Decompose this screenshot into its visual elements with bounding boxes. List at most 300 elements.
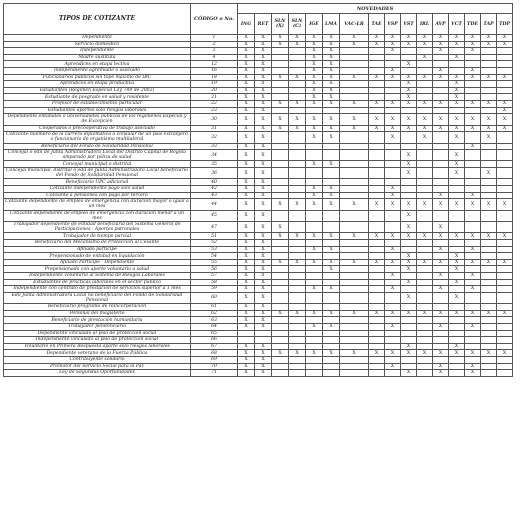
- novedad-mark-cell: X: [465, 114, 481, 125]
- novedad-mark-cell: [340, 317, 369, 324]
- novedad-mark-cell: [465, 61, 481, 68]
- novedad-mark-cell: X: [449, 279, 465, 286]
- cotizante-code-cell: 53: [191, 246, 238, 253]
- novedad-mark-cell: X: [238, 350, 255, 357]
- novedad-mark-cell: X: [401, 279, 417, 286]
- novedad-mark-cell: [465, 304, 481, 311]
- cotizante-code-cell: 58: [191, 279, 238, 286]
- novedad-mark-cell: [369, 61, 385, 68]
- novedad-mark-cell: X: [401, 233, 417, 240]
- novedad-mark-cell: X: [449, 233, 465, 240]
- novedad-mark-cell: [433, 54, 449, 61]
- novedad-mark-cell: X: [401, 74, 417, 81]
- table-row: [4, 192, 513, 199]
- novedad-mark-cell: X: [289, 114, 306, 125]
- novedad-mark-cell: X: [385, 259, 401, 266]
- table-row: [4, 363, 513, 370]
- novedad-mark-cell: X: [306, 259, 323, 266]
- novedad-mark-cell: [465, 186, 481, 193]
- novedad-mark-cell: [340, 356, 369, 363]
- novedad-mark-cell: [481, 246, 497, 253]
- novedad-mark-cell: X: [369, 41, 385, 48]
- novedad-mark-cell: X: [340, 114, 369, 125]
- novedad-mark-cell: [497, 363, 513, 370]
- novedad-mark-cell: [497, 87, 513, 94]
- table-row: [4, 272, 513, 279]
- novedad-mark-cell: [417, 143, 433, 150]
- novedad-mark-cell: [340, 61, 369, 68]
- header-novedad-col: TDP: [497, 14, 513, 35]
- header-novedad-col: VSP: [385, 14, 401, 35]
- novedad-mark-cell: [272, 363, 289, 370]
- table-row: [4, 210, 513, 221]
- novedad-mark-cell: X: [238, 168, 255, 179]
- novedad-mark-cell: [417, 370, 433, 377]
- cotizante-code-cell: 63: [191, 317, 238, 324]
- novedad-mark-cell: [385, 370, 401, 377]
- novedad-mark-cell: [323, 222, 340, 233]
- novedad-mark-cell: [272, 192, 289, 199]
- novedad-mark-cell: X: [385, 114, 401, 125]
- novedad-mark-cell: [369, 343, 385, 350]
- novedad-mark-cell: [340, 87, 369, 94]
- novedad-mark-cell: X: [238, 35, 255, 42]
- novedad-mark-cell: [449, 210, 465, 221]
- novedad-mark-cell: [340, 168, 369, 179]
- novedad-mark-cell: [306, 337, 323, 344]
- novedad-mark-cell: X: [238, 279, 255, 286]
- novedad-mark-cell: X: [272, 35, 289, 42]
- novedad-mark-cell: [369, 356, 385, 363]
- novedad-mark-cell: [323, 330, 340, 337]
- novedad-mark-cell: [497, 317, 513, 324]
- novedad-mark-cell: X: [255, 150, 272, 161]
- novedad-mark-cell: [417, 240, 433, 247]
- novedad-mark-cell: [272, 266, 289, 273]
- novedad-mark-cell: [369, 150, 385, 161]
- novedad-mark-cell: [417, 323, 433, 330]
- table-row: [4, 310, 513, 317]
- novedad-mark-cell: [497, 143, 513, 150]
- cotizante-code-cell: 60: [191, 292, 238, 303]
- novedad-mark-cell: X: [255, 132, 272, 143]
- table-row: [4, 67, 513, 74]
- novedad-mark-cell: X: [433, 41, 449, 48]
- cotizante-code-cell: 44: [191, 199, 238, 210]
- novedad-mark-cell: X: [340, 74, 369, 81]
- novedad-mark-cell: X: [433, 114, 449, 125]
- novedad-mark-cell: X: [433, 350, 449, 357]
- table-row: [4, 186, 513, 193]
- novedad-mark-cell: [433, 107, 449, 114]
- novedad-mark-cell: X: [238, 199, 255, 210]
- novedad-mark-cell: X: [306, 41, 323, 48]
- novedad-mark-cell: [272, 61, 289, 68]
- novedad-mark-cell: [497, 61, 513, 68]
- novedad-mark-cell: [289, 272, 306, 279]
- table-row: [4, 222, 513, 233]
- cotizante-type-cell: Independiente vinculado al piso de protección social: [4, 337, 191, 344]
- novedad-mark-cell: X: [417, 132, 433, 143]
- table-row: [4, 114, 513, 125]
- cotizante-code-cell: 2: [191, 41, 238, 48]
- table-row: [4, 132, 513, 143]
- cotizante-code-cell: 70: [191, 363, 238, 370]
- novedad-mark-cell: X: [417, 74, 433, 81]
- novedad-mark-cell: [289, 253, 306, 260]
- cotizante-type-cell: Madre sustituta: [4, 54, 191, 61]
- novedad-mark-cell: [481, 343, 497, 350]
- novedad-mark-cell: [238, 337, 255, 344]
- novedad-mark-cell: [340, 186, 369, 193]
- novedad-mark-cell: X: [272, 74, 289, 81]
- novedad-mark-cell: X: [255, 279, 272, 286]
- novedad-mark-cell: X: [417, 125, 433, 132]
- novedad-mark-cell: X: [369, 125, 385, 132]
- novedad-mark-cell: [385, 179, 401, 186]
- novedad-mark-cell: X: [433, 272, 449, 279]
- cotizante-code-cell: 12: [191, 61, 238, 68]
- cotizante-code-cell: 35: [191, 161, 238, 168]
- novedad-mark-cell: X: [255, 107, 272, 114]
- novedad-mark-cell: [289, 179, 306, 186]
- novedad-mark-cell: X: [385, 74, 401, 81]
- table-row: [4, 48, 513, 55]
- novedad-mark-cell: [340, 150, 369, 161]
- novedad-mark-cell: [340, 253, 369, 260]
- novedad-mark-cell: [385, 337, 401, 344]
- novedad-mark-cell: [433, 132, 449, 143]
- novedad-mark-cell: [465, 81, 481, 88]
- novedad-mark-cell: [289, 222, 306, 233]
- cotizante-code-cell: 62: [191, 310, 238, 317]
- novedad-mark-cell: [369, 132, 385, 143]
- novedad-mark-cell: X: [497, 199, 513, 210]
- novedad-mark-cell: X: [255, 74, 272, 81]
- novedad-mark-cell: X: [272, 199, 289, 210]
- novedad-mark-cell: X: [255, 323, 272, 330]
- novedad-mark-cell: X: [401, 61, 417, 68]
- novedad-mark-cell: [272, 54, 289, 61]
- table-row: [4, 259, 513, 266]
- novedad-mark-cell: X: [306, 100, 323, 107]
- header-novedad-col: SLN (C): [289, 14, 306, 35]
- novedad-mark-cell: X: [306, 350, 323, 357]
- novedad-mark-cell: X: [238, 48, 255, 55]
- novedad-mark-cell: X: [255, 259, 272, 266]
- cotizante-type-cell: Prepensionado de entidad en liquidación: [4, 253, 191, 260]
- table-row: [4, 107, 513, 114]
- cotizante-type-cell: Trabajador penitenciario: [4, 323, 191, 330]
- novedad-mark-cell: X: [401, 253, 417, 260]
- novedad-mark-cell: [449, 286, 465, 293]
- novedad-mark-cell: X: [255, 81, 272, 88]
- novedad-mark-cell: [289, 150, 306, 161]
- novedad-mark-cell: [369, 87, 385, 94]
- novedad-mark-cell: [449, 61, 465, 68]
- novedad-mark-cell: [417, 330, 433, 337]
- novedad-mark-cell: [369, 317, 385, 324]
- novedad-mark-cell: [433, 279, 449, 286]
- cotizante-type-cell: Dependiente vinculado al piso de protección social: [4, 330, 191, 337]
- novedad-mark-cell: X: [497, 74, 513, 81]
- novedad-mark-cell: X: [323, 186, 340, 193]
- novedad-mark-cell: X: [306, 233, 323, 240]
- novedad-mark-cell: [369, 67, 385, 74]
- novedad-mark-cell: [497, 222, 513, 233]
- novedad-mark-cell: [481, 161, 497, 168]
- novedad-mark-cell: X: [465, 363, 481, 370]
- novedad-mark-cell: [497, 168, 513, 179]
- novedad-mark-cell: [369, 161, 385, 168]
- novedad-mark-cell: [306, 143, 323, 150]
- novedad-mark-cell: X: [238, 266, 255, 273]
- novedad-mark-cell: [401, 304, 417, 311]
- novedad-mark-cell: [401, 54, 417, 61]
- novedad-mark-cell: [449, 272, 465, 279]
- novedad-mark-cell: [449, 356, 465, 363]
- novedad-mark-cell: X: [449, 168, 465, 179]
- novedad-mark-cell: [340, 192, 369, 199]
- novedad-mark-cell: X: [481, 74, 497, 81]
- table-row: [4, 370, 513, 377]
- table-row: [4, 161, 513, 168]
- novedad-mark-cell: [497, 323, 513, 330]
- novedad-mark-cell: [465, 343, 481, 350]
- novedad-mark-cell: X: [306, 81, 323, 88]
- novedad-mark-cell: [417, 317, 433, 324]
- table-row: [4, 356, 513, 363]
- novedad-mark-cell: X: [238, 222, 255, 233]
- table-row: [4, 74, 513, 81]
- novedad-mark-cell: [481, 323, 497, 330]
- cotizante-code-cell: 33: [191, 143, 238, 150]
- novedad-mark-cell: [385, 161, 401, 168]
- novedad-mark-cell: X: [433, 233, 449, 240]
- novedad-mark-cell: [306, 330, 323, 337]
- novedad-mark-cell: [481, 61, 497, 68]
- novedad-mark-cell: [369, 304, 385, 311]
- novedad-mark-cell: [433, 304, 449, 311]
- novedad-mark-cell: [481, 150, 497, 161]
- novedad-mark-cell: X: [433, 199, 449, 210]
- novedad-mark-cell: [306, 107, 323, 114]
- novedad-mark-cell: [323, 317, 340, 324]
- table-row: [4, 240, 513, 247]
- novedad-mark-cell: X: [433, 35, 449, 42]
- novedad-mark-cell: X: [255, 186, 272, 193]
- novedad-mark-cell: [497, 81, 513, 88]
- novedad-mark-cell: X: [465, 35, 481, 42]
- novedad-mark-cell: X: [417, 199, 433, 210]
- novedad-mark-cell: [289, 330, 306, 337]
- table-row: [4, 179, 513, 186]
- novedad-mark-cell: [417, 168, 433, 179]
- novedad-mark-cell: [481, 317, 497, 324]
- novedad-mark-cell: X: [497, 114, 513, 125]
- cotizante-type-cell: Prepensionado con aporte voluntario a salud: [4, 266, 191, 273]
- table-row: [4, 54, 513, 61]
- novedad-mark-cell: X: [238, 179, 255, 186]
- novedad-mark-cell: X: [255, 317, 272, 324]
- novedad-mark-cell: [369, 107, 385, 114]
- novedad-mark-cell: [465, 87, 481, 94]
- novedad-mark-cell: [289, 370, 306, 377]
- novedad-mark-cell: X: [306, 94, 323, 101]
- cotizante-type-cell: Cotizante a pensiones con pago por tercero: [4, 192, 191, 199]
- novedad-mark-cell: [401, 192, 417, 199]
- novedad-mark-cell: X: [433, 100, 449, 107]
- novedad-mark-cell: [385, 292, 401, 303]
- novedad-mark-cell: X: [449, 114, 465, 125]
- novedad-mark-cell: [369, 179, 385, 186]
- novedad-mark-cell: X: [272, 41, 289, 48]
- novedad-mark-cell: [401, 107, 417, 114]
- cotizante-type-cell: Estudiantes aportes solo riesgos laborales: [4, 107, 191, 114]
- novedad-mark-cell: X: [238, 210, 255, 221]
- novedad-mark-cell: [306, 253, 323, 260]
- novedad-mark-cell: [433, 143, 449, 150]
- novedad-mark-cell: X: [255, 48, 272, 55]
- cotizante-type-cell: Servicio doméstico: [4, 41, 191, 48]
- novedad-mark-cell: [289, 240, 306, 247]
- novedad-mark-cell: X: [385, 125, 401, 132]
- novedad-mark-cell: [369, 363, 385, 370]
- table-row: [4, 199, 513, 210]
- novedad-mark-cell: X: [255, 370, 272, 377]
- cotizante-code-cell: 43: [191, 192, 238, 199]
- novedad-mark-cell: [369, 330, 385, 337]
- novedad-mark-cell: [289, 168, 306, 179]
- novedad-mark-cell: [449, 48, 465, 55]
- novedad-mark-cell: X: [465, 143, 481, 150]
- novedad-mark-cell: X: [238, 186, 255, 193]
- novedad-mark-cell: [417, 337, 433, 344]
- novedad-mark-cell: [417, 266, 433, 273]
- novedad-mark-cell: [481, 222, 497, 233]
- novedad-mark-cell: X: [255, 240, 272, 247]
- novedad-mark-cell: [369, 272, 385, 279]
- novedad-mark-cell: [306, 343, 323, 350]
- novedad-mark-cell: X: [401, 266, 417, 273]
- novedad-mark-cell: X: [417, 114, 433, 125]
- novedad-mark-cell: [272, 343, 289, 350]
- novedad-mark-cell: [289, 192, 306, 199]
- novedad-mark-cell: [449, 67, 465, 74]
- cotizante-type-cell: Estudiantes de prácticas laborales en el sector público: [4, 279, 191, 286]
- novedad-mark-cell: X: [465, 41, 481, 48]
- novedad-mark-cell: X: [465, 67, 481, 74]
- novedad-mark-cell: [497, 48, 513, 55]
- novedad-mark-cell: [385, 317, 401, 324]
- novedad-mark-cell: [323, 253, 340, 260]
- novedad-mark-cell: X: [255, 310, 272, 317]
- novedad-mark-cell: [369, 286, 385, 293]
- novedad-mark-cell: X: [340, 259, 369, 266]
- novedad-mark-cell: X: [323, 54, 340, 61]
- novedad-mark-cell: X: [340, 100, 369, 107]
- novedad-mark-cell: [385, 143, 401, 150]
- novedad-mark-cell: [369, 279, 385, 286]
- novedad-mark-cell: X: [255, 292, 272, 303]
- novedad-mark-cell: X: [238, 317, 255, 324]
- novedad-mark-cell: [433, 81, 449, 88]
- novedad-mark-cell: X: [323, 100, 340, 107]
- novedad-mark-cell: [449, 317, 465, 324]
- novedad-mark-cell: [465, 240, 481, 247]
- cotizante-code-cell: 34: [191, 150, 238, 161]
- novedad-mark-cell: X: [465, 48, 481, 55]
- cotizante-type-cell: Cooperados o precooperativa de trabajo asociado: [4, 125, 191, 132]
- novedad-mark-cell: [272, 246, 289, 253]
- novedad-mark-cell: X: [323, 233, 340, 240]
- novedad-mark-cell: X: [449, 150, 465, 161]
- novedad-mark-cell: X: [306, 186, 323, 193]
- novedad-mark-cell: [401, 272, 417, 279]
- table-row: [4, 61, 513, 68]
- novedad-mark-cell: [340, 286, 369, 293]
- novedad-mark-cell: X: [238, 87, 255, 94]
- novedad-mark-cell: [417, 363, 433, 370]
- cotizante-code-cell: 19: [191, 81, 238, 88]
- novedad-mark-cell: [340, 343, 369, 350]
- novedad-mark-cell: X: [238, 132, 255, 143]
- novedad-mark-cell: [340, 304, 369, 311]
- novedad-mark-cell: X: [497, 259, 513, 266]
- novedad-mark-cell: [497, 161, 513, 168]
- novedad-mark-cell: [433, 87, 449, 94]
- novedad-mark-cell: [385, 168, 401, 179]
- novedad-mark-cell: X: [385, 132, 401, 143]
- novedad-mark-cell: X: [481, 132, 497, 143]
- novedad-mark-cell: [481, 279, 497, 286]
- novedad-mark-cell: [323, 168, 340, 179]
- novedad-mark-cell: [401, 240, 417, 247]
- table-row: [4, 233, 513, 240]
- novedad-mark-cell: [401, 48, 417, 55]
- cotizante-code-cell: 30: [191, 114, 238, 125]
- cotizante-type-cell: Estudiantes (Régimen Especial Ley 789 de 2002): [4, 87, 191, 94]
- novedad-mark-cell: X: [385, 363, 401, 370]
- novedad-mark-cell: [306, 168, 323, 179]
- novedad-mark-cell: [369, 54, 385, 61]
- novedad-mark-cell: [449, 337, 465, 344]
- novedad-mark-cell: [323, 143, 340, 150]
- table-row: [4, 323, 513, 330]
- novedad-mark-cell: [306, 279, 323, 286]
- novedad-mark-cell: [481, 363, 497, 370]
- cotizante-type-cell: Aprendices en etapa productiva: [4, 81, 191, 88]
- novedad-mark-cell: X: [465, 310, 481, 317]
- cotizante-type-cell: Beneficiario UPC adicional: [4, 179, 191, 186]
- novedad-mark-cell: X: [449, 100, 465, 107]
- novedad-mark-cell: X: [497, 35, 513, 42]
- novedad-mark-cell: [481, 192, 497, 199]
- novedad-mark-cell: [465, 54, 481, 61]
- novedad-mark-cell: [401, 330, 417, 337]
- novedad-mark-cell: [401, 317, 417, 324]
- novedad-mark-cell: [323, 279, 340, 286]
- novedad-mark-cell: [497, 150, 513, 161]
- cotizante-code-cell: 67: [191, 343, 238, 350]
- novedad-mark-cell: X: [323, 125, 340, 132]
- novedad-mark-cell: [306, 370, 323, 377]
- novedad-mark-cell: X: [481, 100, 497, 107]
- novedad-mark-cell: [433, 168, 449, 179]
- novedad-mark-cell: [272, 179, 289, 186]
- novedad-mark-cell: [449, 192, 465, 199]
- novedad-mark-cell: [289, 286, 306, 293]
